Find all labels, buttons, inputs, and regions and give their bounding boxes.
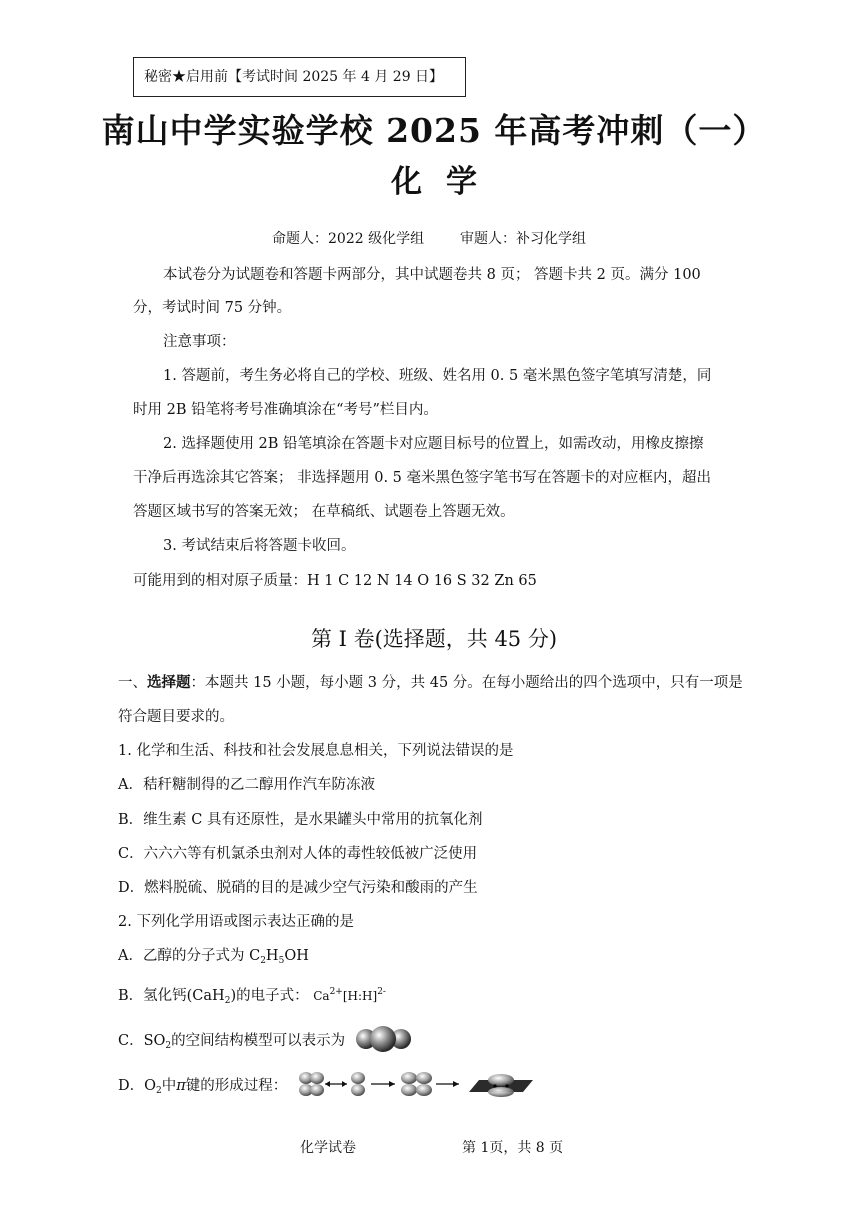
intro-line-2: 分，考试时间 75 分钟。 xyxy=(133,300,292,316)
pi-bond-formation-diagram xyxy=(297,1068,533,1100)
section-instruction xyxy=(118,671,743,692)
secret-notice: 秘密★启用前【考试时间 2025 年 4 月 29 日】 xyxy=(144,69,444,85)
q2-option-d: D．$O_2$中π键的形成过程： xyxy=(118,1078,288,1096)
q1-stem: 1. 化学和生活、科技和社会发展息息相关，下列说法错误的是 xyxy=(118,743,514,759)
notice-1-line-2: 时用 2B 铅笔将考号准确填涂在“考号”栏目内。 xyxy=(133,402,438,418)
notice-2-line-1: 2. 选择题使用 2B 铅笔填涂在答题卡对应题目标号的位置上，如需改动，用橡皮擦擦 xyxy=(163,436,704,452)
notice-2-line-3: 答题区域书写的答案无效； 在草稿纸、试题卷上答题无效。 xyxy=(133,504,515,520)
q1-option-b: B．维生素 C 具有还原性，是水果罐头中常用的抗氧化剂 xyxy=(118,812,483,828)
q2-option-c: C．$SO_2$的空间结构模型可以表示为 xyxy=(118,1033,346,1051)
setter: 命题人：2022 级化学组 xyxy=(272,231,425,247)
notice-1-line-1: 1. 答题前，考生务必将自己的学校、班级、姓名用 0. 5 毫米黑色签字笔填写清楚，同 xyxy=(163,368,712,384)
exam-title: 南山中学实验学校 2025 年高考冲刺（一） xyxy=(101,111,767,150)
notices-heading: 注意事项： xyxy=(163,334,236,350)
reviewer: 审题人：补习化学组 xyxy=(460,231,586,247)
section-title: 第 I 卷(选择题，共 45 分) xyxy=(310,627,558,651)
notice-2-line-2: 干净后再选涂其它答案； 非选择题用 0. 5 毫米黑色签字笔书写在答题卡的对应框内，超出 xyxy=(133,470,711,486)
q1-option-c: C．六六六等有机氯杀虫剂对人体的毒性较低被广泛使用 xyxy=(118,846,478,862)
instruction-prefix: 一、 xyxy=(118,675,147,691)
q1-option-d: D．燃料脱硫、脱硝的目的是减少空气污染和酸雨的产生 xyxy=(118,880,478,896)
exam-subject: 化学 xyxy=(391,164,501,200)
footer-page-number: 第 1页，共 8 页 xyxy=(462,1140,564,1156)
instruction-bold: 选择题 xyxy=(147,674,191,691)
intro-line-1: 本试卷分为试题卷和答题卡两部分，其中试题卷共 8 页； 答题卡共 2 页。满分 100 xyxy=(163,267,701,283)
q2-stem: 2. 下列化学用语或图示表达正确的是 xyxy=(118,914,354,930)
so2-space-filling-model xyxy=(353,1025,413,1053)
electron-formula: $Ca^{2+}[H:H]^{2-}$ xyxy=(313,987,386,1003)
secret-notice-box xyxy=(133,57,466,97)
footer-subject: 化学试卷 xyxy=(300,1140,356,1156)
instruction-rest: ：本题共 15 小题，每小题 3 分，共 45 分。在每小题给出的四个选项中，只有一项是 xyxy=(190,675,743,691)
q2-option-b: B．氢化钙(CaH$_2$)的电子式： $Ca^{2+}[H:H]^{2-}$ xyxy=(118,987,386,1006)
q2-option-a: A．乙醇的分子式为 $C_2H_5OH$ xyxy=(118,948,309,966)
notice-3: 3. 考试结束后将答题卡收回。 xyxy=(163,538,356,554)
atomic-masses: 可能用到的相对原子质量：H 1 C 12 N 14 O 16 S 32 Zn 65 xyxy=(133,573,537,589)
q1-option-a: A．秸秆糖制得的乙二醇用作汽车防冻液 xyxy=(118,777,375,793)
section-instruction-line-2: 符合题目要求的。 xyxy=(118,709,234,725)
